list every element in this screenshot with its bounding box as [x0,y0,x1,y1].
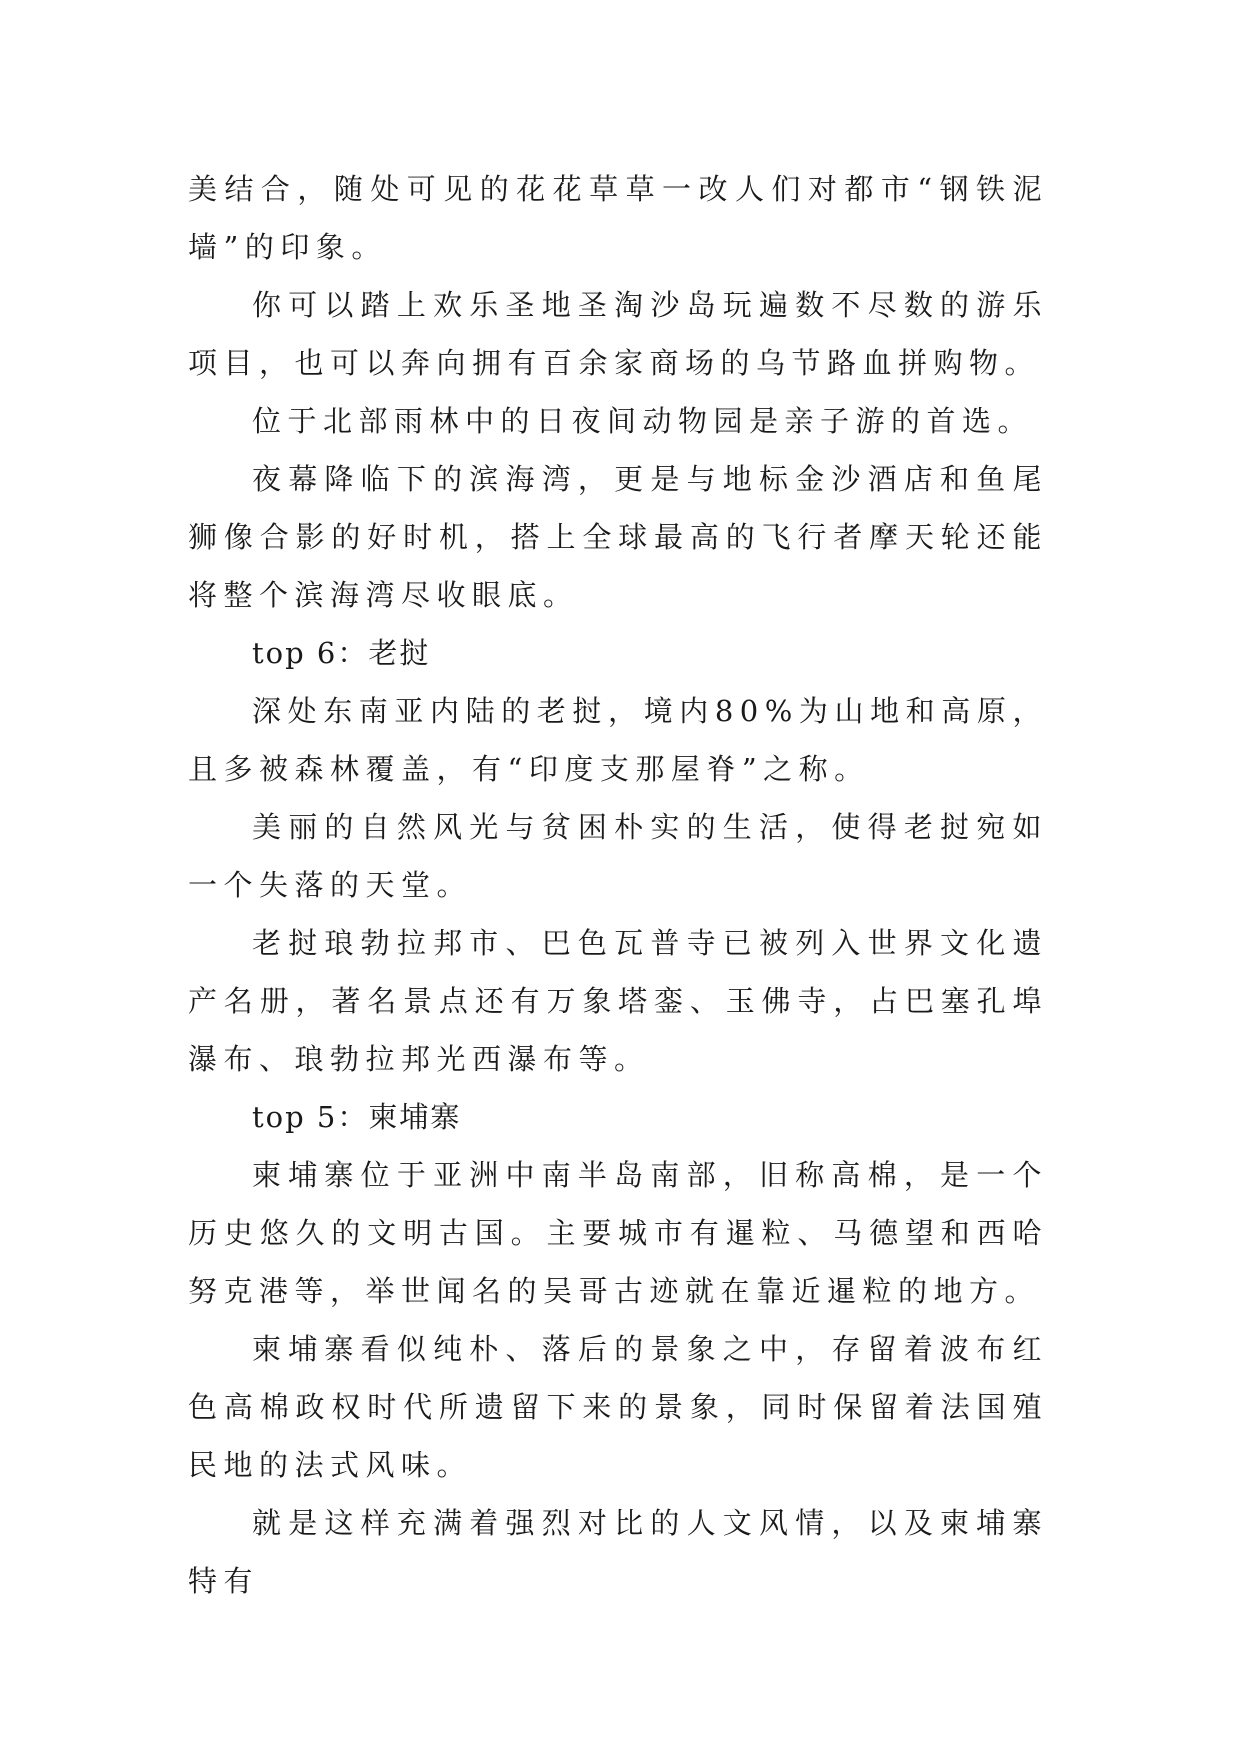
paragraph: 老挝琅勃拉邦市、巴色瓦普寺已被列入世界文化遗产名册，著名景点还有万象塔銮、玉佛寺，占巴塞孔埠瀑布、琅勃拉邦光西瀑布等。 [188,926,1048,1076]
paragraph: 夜幕降临下的滨海湾，更是与地标金沙酒店和鱼尾狮像合影的好时机，搭上全球最高的飞行者摩天轮还能将整个滨海湾尽收眼底。 [188,462,1048,612]
paragraph-continuation: 美结合，随处可见的花花草草一改人们对都市“钢铁泥墙”的印象。 [188,172,1048,264]
paragraph: 就是这样充满着强烈对比的人文风情，以及柬埔寨特有 [188,1506,1048,1598]
section-heading-top6: top 6：老挝 [252,636,431,670]
paragraph: 柬埔寨看似纯朴、落后的景象之中，存留着波布红色高棉政权时代所遗留下来的景象，同时保留着法国殖民地的法式风味。 [188,1332,1048,1482]
paragraph: 柬埔寨位于亚洲中南半岛南部，旧称高棉，是一个历史悠久的文明古国。主要城市有暹粒、马德望和西哈努克港等，举世闻名的吴哥古迹就在靠近暹粒的地方。 [188,1158,1048,1308]
section-heading-top5: top 5：柬埔寨 [252,1100,462,1134]
paragraph: 位于北部雨林中的日夜间动物园是亲子游的首选。 [252,404,1034,438]
paragraph: 美丽的自然风光与贫困朴实的生活，使得老挝宛如一个失落的天堂。 [188,810,1048,902]
paragraph: 你可以踏上欢乐圣地圣淘沙岛玩遍数不尽数的游乐项目，也可以奔向拥有百余家商场的乌节路血拼购物。 [188,288,1048,380]
document-body [188,160,1048,1610]
paragraph: 深处东南亚内陆的老挝，境内80%为山地和高原，且多被森林覆盖，有“印度支那屋脊”之称。 [188,694,1048,786]
